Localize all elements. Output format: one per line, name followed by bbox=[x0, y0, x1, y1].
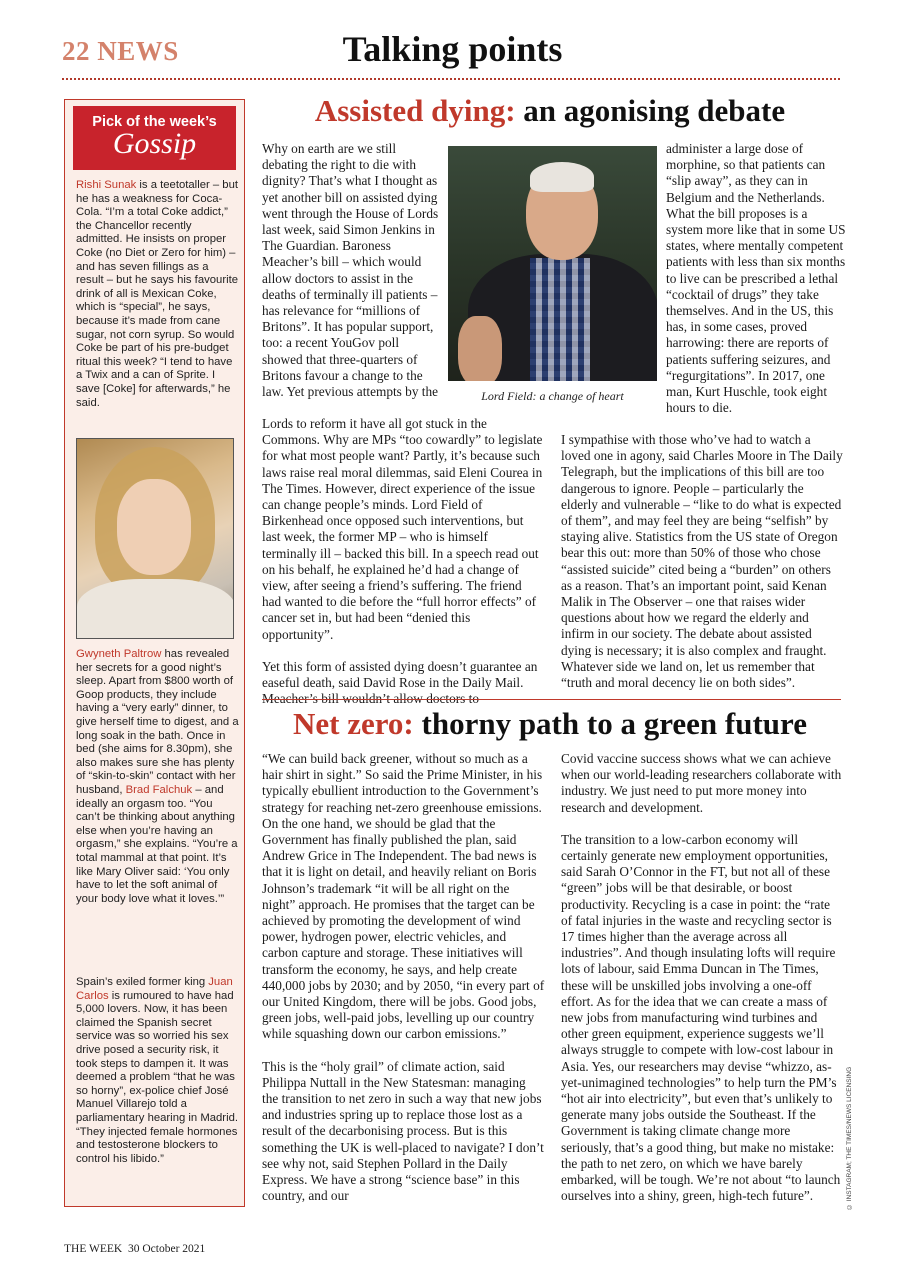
article2-paragraph: Covid vaccine success shows what we can achieve when our world-leading researchers collaborate with industry. We just need to put more money into research and development. bbox=[561, 751, 842, 815]
article2-col1 bbox=[262, 751, 545, 1204]
article1-col2-top bbox=[666, 141, 846, 416]
article-divider bbox=[262, 699, 841, 700]
article2-headline-black: thorny path to a green future bbox=[413, 706, 807, 741]
gossip-name-2: Brad Falchuk bbox=[125, 783, 193, 796]
gossip-item-sunak bbox=[76, 179, 239, 410]
section-label: NEWS bbox=[97, 36, 179, 66]
issue-date: 30 October 2021 bbox=[127, 1243, 206, 1255]
article1-paragraph: Lords to reform it have all got stuck in the Commons. Why are MPs “too cowardly” to legislate for what most people want? Partly, it’s because such laws raise real moral dilemmas, said Eleni Courea in The Times. However, direct experience of the issue can change people’s minds. Lord Field of Birkenhead once opposed such interventions, but last week, the former MP – who is himself terminally ill – backed this bill. In a speech read out on his behalf, he explained he’d had a change of view, after seeing a friend’s suffering. The friend had wanted to die before the “full horror effects” of cancer set in, but had been “denied this opportunity”. bbox=[262, 416, 543, 642]
article2-col2 bbox=[561, 751, 844, 1204]
photo-caption: Lord Field: a change of heart bbox=[481, 389, 624, 403]
article1-col2-bottom bbox=[561, 432, 843, 691]
article1-col1-top bbox=[262, 141, 440, 400]
gossip-text-2: – and ideally an orgasm too. “You can’t be thinking about anything else when you’re having an orgasm,” she explains. “You’re a total mammal at that point. It’s like Mary Oliver said: ‘You only have to let the soft animal of your body love what it loves.’” bbox=[76, 783, 238, 905]
gossip-sidebar bbox=[64, 99, 245, 1207]
article1-col1-wide bbox=[262, 416, 544, 707]
photo-face-shape bbox=[117, 479, 191, 575]
article2-paragraph: This is the “holy grail” of climate action, said Philippa Nuttall in the New Statesman: managing the transition to net zero in such a way that new jobs and industries spring up to replace those lost as a result of the decarbonising process. But is this something the UK is well-placed to navigate? I don’t see why not, said Stephen Pollard in the Daily Express. We have a strong “science base” in this country, and our bbox=[262, 1058, 544, 1204]
article1-paragraph: Why on earth are we still debating the right to die with dignity? That’s what I thought as yet another bill on assisted dying went through the House of Lords last week, said Simon Jenkins in The Guardian. Baroness Meacher’s bill – which would allow doctors to assist in the deaths of terminally ill patients – has relevance for “millions of Britons”. It has popular support, too: a recent YouGov poll showed that three-quarters of Britons favour a change to the law. Yet previous attempts by the bbox=[262, 141, 439, 400]
gossip-badge-line2: Gossip bbox=[112, 127, 197, 160]
photo-shirt-check-shape bbox=[530, 258, 590, 381]
gossip-text: is a teetotaller – but he has a weakness for Coca-Cola. “I’m a total Coke addict,” the Chancellor recently admitted. He insists on proper Coke (no Diet or Zero for him) – and has seven fillings as a result – but he says his favourite drink of all is Mexican Coke, which is “special”, he says, because it’s made from cane sugar, not corn syrup. So would Coke be part of his pre-budget ritual this week? “I tend to have a Twix and a can of Sprite. I save [Coke] for afterwards,” he said. bbox=[76, 179, 239, 409]
page-number: 22 bbox=[62, 36, 90, 66]
header-divider bbox=[62, 78, 840, 80]
article2-headline bbox=[250, 706, 850, 742]
publication-name: THE WEEK bbox=[64, 1243, 123, 1255]
page-footer bbox=[64, 1243, 205, 1255]
gossip-item-paltrow bbox=[76, 648, 239, 906]
article2-headline-red: Net zero: bbox=[292, 706, 414, 741]
page-title: Talking points bbox=[342, 29, 563, 69]
article2-paragraph: “We can build back greener, without so much as a hair shirt in sight.” So said the Prime Minister, in his typically ebullient introduction to the Government’s strategy for reaching net-zero greenhouse emissions. On the one hand, we should be glad that the Government has finally published the plan, said Andrew Grice in The Independent. The bad news is that it is light on detail, and heavily reliant on Boris Johnson’s trademark “it will be all right on the night” approach. He promises that the target can be achieved by promoting the development of wind power, hydrogen power, electric vehicles, and carbon capture and storage. These initiatives will transform the economy, he says, and help create 440,000 jobs by 2030; and by 2050, “in every part of our United Kingdom, there will be jobs. Good jobs, green jobs, well-paid jobs, levelling up our country while squashing down our carbon emissions.” bbox=[262, 751, 545, 1042]
photo-credit: © INSTAGRAM; THE TIMES/NEWS LICENSING bbox=[846, 1066, 853, 1210]
photo-hand-shape bbox=[458, 316, 502, 381]
article1-headline-black: an agonising debate bbox=[515, 93, 786, 128]
gossip-text: has revealed her secrets for a good night’s sleep. Apart from $800 worth of Goop products, they include having a “very early” dinner, to give herself time to digest, and a long soak in the bath. Once in bed (she aims for 8.30pm), she also makes sure she has plenty of “skin-to-skin” contact with her husband, bbox=[76, 648, 239, 796]
article1-headline bbox=[250, 93, 850, 129]
gossip-name: Juan Carlos bbox=[76, 976, 233, 1002]
article2-paragraph: The transition to a low-carbon economy will certainly generate new employment opportunities, said Sarah O’Connor in the FT, but not all of these “green” jobs will be that desirable, or boost productivity. Recycling is a case in point: the “rate of fatal injuries in the waste and recycling sector is 17 times higher than the average across all industries”. And though insulating lofts will require lots of labour, said Emma Duncan in The Times, these will be unskilled jobs involving a one-off effort. As for the idea that we can create a mass of new jobs from manufacturing wind turbines and other green equipment, experience suggests we’ll always struggle to compete with low-cost labour in Asia. Yes, our researchers may devise “whizzo, as-yet-unimagined technologies” to help turn the PM’s “hot air into electricity”, but even that’s unlikely to generate many jobs outside the Southeast. If the Government is taking climate change more seriously, that’s a good thing, but make no mistake: the path to net zero, on which we have barely embarked, will be tough. We’re not about “to launch ourselves into a shiny, green, high-tech future”. bbox=[561, 831, 841, 1204]
article1-headline-red: Assisted dying: bbox=[314, 93, 516, 128]
gwyneth-paltrow-photo bbox=[76, 438, 234, 639]
article1-paragraph: administer a large dose of morphine, so that patients can “slip away”, as they can in Belgium and the Netherlands. What the bill proposes is a system more like that in some US states, where mentally competent patients with less than six months to live can be prescribed a lethal “cocktail of drugs” they take themselves. And in the US, this has, in some cases, proved harrowing: there are reports of patients suffering seizures, and “regurgitations”. In 2017, one man, Kurt Huschle, took eight hours to die. bbox=[666, 141, 846, 416]
lord-field-photo bbox=[448, 146, 657, 381]
gossip-text-2: is rumoured to have had 5,000 lovers. Now, it has been claimed the Spanish secret service was so worried his sex drive posed a security risk, it took steps to dampen it. It was deemed a problem “that he was so horny”, ex-police chief José Manuel Villarejo told a parliamentary hearing in Madrid. “They injected female hormones and testosterone blockers to control his libido.” bbox=[76, 989, 239, 1165]
gossip-badge bbox=[73, 106, 236, 170]
gossip-name: Rishi Sunak bbox=[76, 179, 137, 191]
photo-robe-shape bbox=[77, 579, 234, 639]
gossip-badge-line1: Pick of the week’s bbox=[92, 114, 217, 130]
gossip-item-juan-carlos bbox=[76, 976, 239, 1166]
article1-paragraph: I sympathise with those who’ve had to watch a loved one in agony, said Charles Moore in The Daily Telegraph, but the implications of this bill are too dangerous to ignore. People – particularly the elderly and vulnerable – “like to do what is expected of them”, and may feel they are being “selfish” by staying alive. Statistics from the US state of Oregon bear this out: more than 50% of those who chose “assisted suicide” cited being a “burden” on others as a reason. That’s an important point, said Kenan Malik in The Observer – one that raises wider questions about how we regard the elderly and infirm in our society. The debate about assisted dying is necessary; it is also complex and fraught. Whatever side we land on, let us remember that “truth and moral decency lie on both sides”. bbox=[561, 432, 843, 691]
gossip-text: Spain’s exiled former king bbox=[76, 976, 209, 988]
gossip-name: Gwyneth Paltrow bbox=[76, 648, 162, 660]
photo-hair-shape bbox=[530, 162, 594, 192]
article1-paragraph: Yet this form of assisted dying doesn’t guarantee an easeful death, said David Rose in the Daily Mail. Meacher’s bill wouldn’t allow doctors to bbox=[262, 658, 538, 707]
